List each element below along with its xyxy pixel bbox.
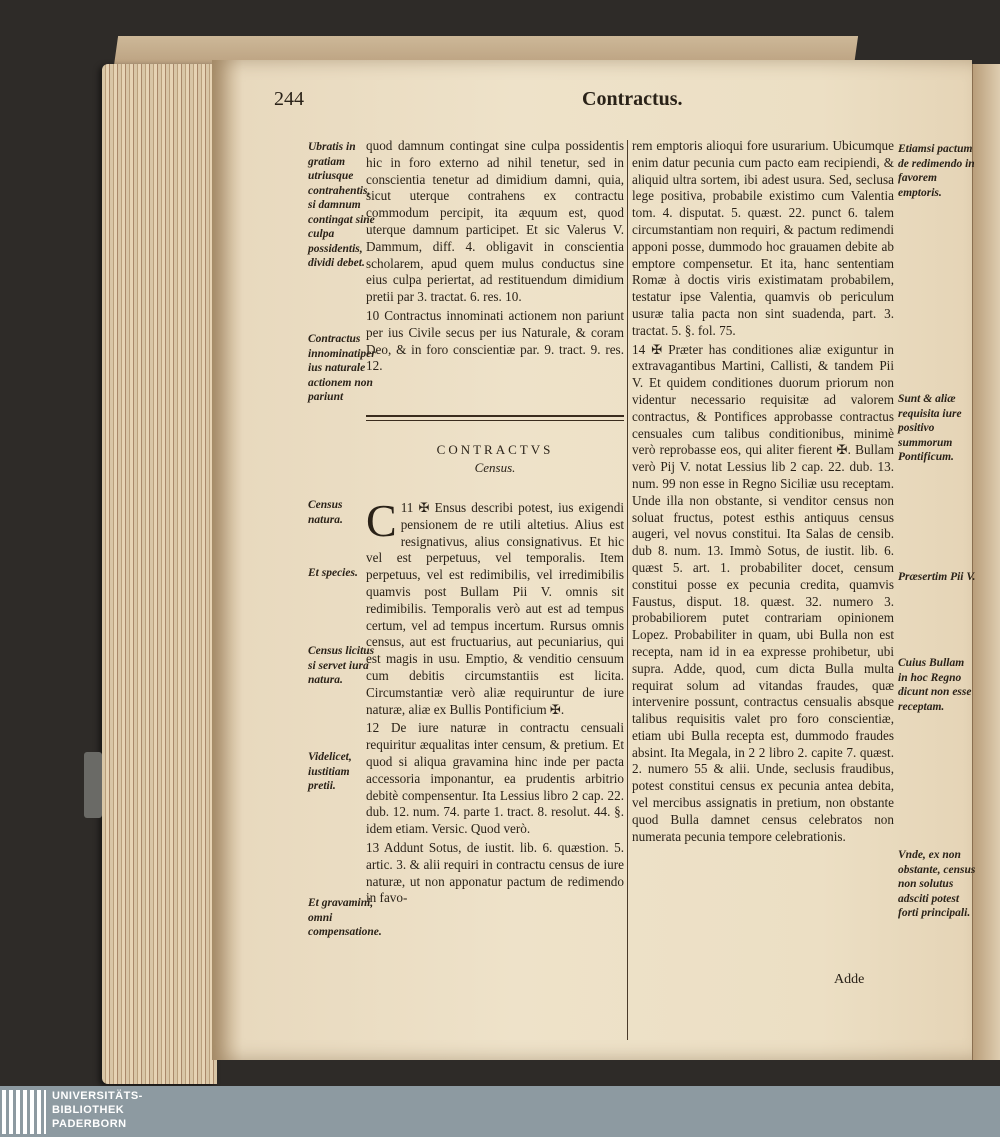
margin-note: Ubratis in gratiam utriusque contrahentis, si damnum contingat sine culpa possidentis, dividi debet. — [308, 141, 375, 269]
facing-page-edge — [972, 64, 1000, 1060]
drop-cap: C — [366, 495, 397, 546]
margin-note: Et species. — [308, 567, 358, 579]
margin-note: Cuius Bullam in hoc Regno dicunt non esse receptam. — [898, 657, 972, 713]
margin-note: Vnde, ex non obstante, census non solutus adsciti potest forti principali. — [898, 849, 976, 919]
book — [96, 36, 1000, 1056]
paragraph: rem emptoris alioqui fore usurarium. Ubicumque enim datur pecunia cum pacto eam recipiendi, & aliquid ultra sortem, ibi adest usura. Sed, seclusa lege positiva, probabile existimo cum Valentia tom. 4. disputat. 5. quæst. 22. punct 6. talem circumstantiam non requiri, & pactum redimendi apponi posse, dummodo hoc grauamen debite ab emptore compensetur. Et ita, hanc sententiam Romæ à doctis viris existimatam probabilem, testatur ipse Valentia, quamvis ob periculum usuræ talia pacta non sint suadenda, part. 3. tractat. 5. §. fol. 75. — [632, 138, 894, 338]
left-column-census — [366, 495, 624, 907]
chapter-rule — [366, 415, 624, 421]
paragraph: 13 Addunt Sotus, de iustit. lib. 6. quæstion. 5. artic. 3. & alii requiri in contractu census de iure naturæ, ut non apponatur pactum de redimendo in favo- — [366, 839, 624, 906]
paragraph: 14 ✠ Præter has conditiones aliæ exiguntur in extravagantibus Martini, Callisti, & tandem Pii V. Et quidem conditiones duorum priorum non videntur necessario requisitæ ad valorem contractus, & Pontifices approbasse contractus censuales cum talibus conditionibus, minimè verò reprobasse eos, qui aliter fierent ✠. Bullam verò Pij V. notat Lessius lib 2 cap. 22. dub. 13. num. 99 non esse in Regno Siciliæ usu receptam. Unde illa non obstante, si venditor census non soluat fructus, potest esthis antiquus census augeri, vel novus constitui. Ita Salas de censib. dub 8. num. 13. Immò Sotus, de iustit. lib. 6. quæst 5. art. 1. probabiliter docet, censum constitui posse ex pecunia credita, quamvis Faustus, disput. 18. quæst. 32. numero 3. probabiliorem putet contrariam opinionem Lopez. Probabiliter in quam, ubi Bulla non est recepta, nam id in ea expresse prohibetur, ubi supra. Adde, quod, cum dicta Bulla multa requirat solum ad vitandas fraudes, quæ intervenire possunt, contractus censualis absque talibus requisitis valet pro foro conscientiæ, etiam ubi Bulla recepta est, dummodo fraudes absint. Ita Megala, in 2 2 libro 2. capite 7. quæst. 2. numero 55 & alii. Unde, seclusis fraudibus, potest constitui census ex pecunia antea debita, vel mercibus assignatis in pretium, non obstante quod Bulla damnet census celebratos non numerata pecunia tempore celebrationis. — [632, 341, 894, 844]
running-head-title: Contractus. — [582, 88, 683, 110]
page-edges — [102, 64, 217, 1084]
margin-note: Etiamsi pactum de redimendo in favorem emptoris. — [898, 143, 975, 199]
library-logo-icon — [2, 1090, 46, 1134]
margin-note: Census licitus si servet iura natura. — [308, 645, 375, 686]
left-column — [366, 138, 624, 375]
paragraph: 11 ✠ Ensus describi potest, ius exigendi pensionem de re utili altetius. Alius est resignativus, alius consignativus. Et hic vel est perpetuus, vel temporalis. Item perpetuus, vel est redimibilis, vel irredimibilis quamvis post Bullam Pii V. omnis sit redimibilis. Temporalis verò aut est ad tempus certum, vel ad tempus incertum. Rursus omnis census, aut est fructuarius, aut pecuniarius, qui est magis in usu. Emptio, & venditio censuum cum debitis circumstantiis est licita. Circumstantiæ verò aliæ requiruntur de iure naturæ, aliæ ex Bullis Pontificium ✠. — [366, 500, 624, 717]
margin-note: Præsertim Pii V. — [898, 571, 976, 583]
paragraph: quod damnum contingat sine culpa possidentis hic in foro externo ad nihil tenetur, sed in conscientia tenetur ad dimidium damni, quia, sicut uterque contrahens ex contractu commodum percipit, ita æquum est, quod uterque damnum participet. Et sic Valerus V. Dammum, diff. 4. obligavit in conscientia scholarem, apud quem mulus conductus sine eius culpa periertat, ad restituendum dimidium pretii par 3. tractat. 6. res. 10. — [366, 138, 624, 305]
right-column — [632, 138, 894, 845]
margin-note: Contractus innominatiper ius naturale actionem non pariunt — [308, 333, 376, 403]
chapter-subtitle: Census. — [474, 460, 516, 475]
book-page — [212, 60, 976, 1060]
catchword: Adde — [834, 972, 865, 987]
margin-note: Et gravamini, omni compensatione. — [308, 897, 382, 938]
paragraph: 10 Contractus innominati actionem non pariunt per ius Civile secus per ius Naturale, & coram Deo, & in foro conscientiæ par. 9. tract. 9. res. 12. — [366, 307, 624, 374]
margin-note: Videlicet, iustitiam pretii. — [308, 751, 352, 792]
paragraph: 12 De iure naturæ in contractu censuali requiritur æqualitas inter censum, & pretium. Et quod si aliqua gravamina hinc inde per pacta accessoria imponantur, ea prudentis arbitrio debitè compensentur. Ita Lessius libro 2 cap. 22. dub. 12. num. 74. parte 1. tract. 8. resolut. 44. §. idem etiam. Versic. Quod verò. — [366, 720, 624, 837]
library-name: UNIVERSITÄTS- BIBLIOTHEK PADERBORN — [52, 1090, 143, 1130]
margin-note: Census natura. — [308, 499, 343, 526]
book-clip — [84, 752, 102, 818]
margin-note: Sunt & aliæ requisita iure positivo summorum Pontificum. — [898, 393, 962, 463]
column-divider — [627, 140, 628, 1040]
chapter-title: CONTRACTVS — [436, 442, 554, 457]
library-footer — [0, 1086, 1000, 1137]
running-head — [212, 88, 972, 118]
page-number: 244 — [274, 88, 304, 110]
